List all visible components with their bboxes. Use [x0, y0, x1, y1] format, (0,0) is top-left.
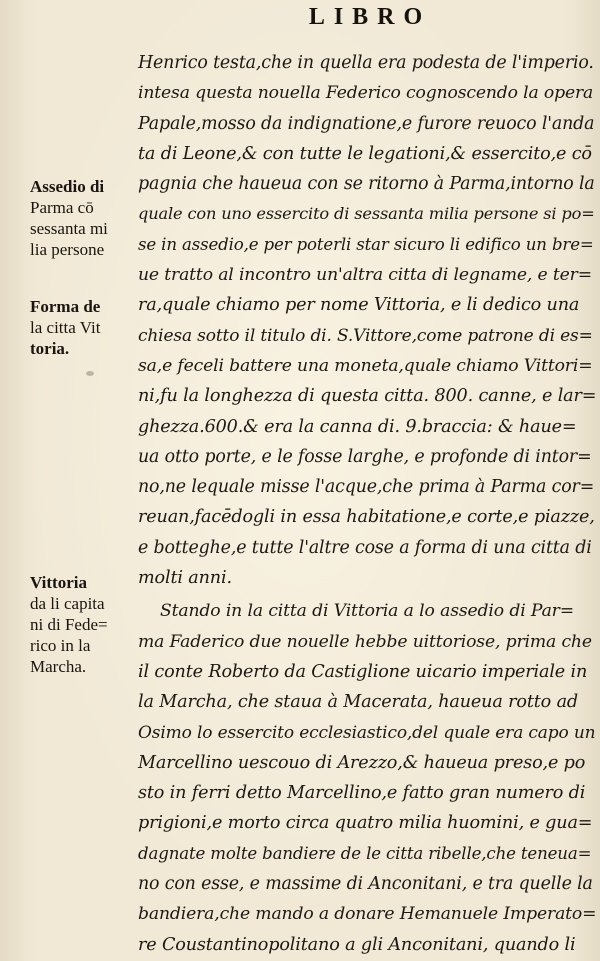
text-line: intesa questa nouella Federico cognoscendo la opera — [138, 83, 594, 104]
text-line: pagnia che haueua con se ritorno à Parma,intorno la — [138, 174, 595, 195]
marginal-note-line: sessanta mi — [30, 219, 108, 238]
marginal-note-line: Vittoria — [30, 573, 87, 592]
marginal-note-line: Assedio di — [30, 177, 105, 196]
text-line: chiesa sotto il titulo di. S.Vittore,come patrone di es= — [138, 325, 593, 346]
text-line: ma Faderico due nouelle hebbe uittoriose, prima che — [138, 631, 592, 652]
text-line: reuan,facēdogli in essa habitatione,e corte,e piazze, — [138, 507, 595, 528]
text-line: ghezza.600.& era la canna di. 9.braccia: & haue= — [138, 416, 577, 437]
text-line: sa,e feceli battere una moneta,quale chiamo Vittori= — [138, 355, 593, 376]
text-line: prigioni,e morto circa quatro milia huomini, e gua= — [138, 813, 593, 834]
marginal-note-line: Marcha. — [30, 657, 87, 676]
text-line: Papale,mosso da indignatione,e furore reuoco l'anda — [138, 113, 595, 134]
main-text-block — [138, 48, 597, 960]
text-line: bandiera,che mando a donare Hemanuele Imperato= — [138, 904, 597, 925]
marginal-note-line: rico in la — [30, 636, 91, 655]
text-line: se in assedio,e per poterli star sicuro li edifico un bre= — [138, 234, 594, 254]
marginal-note-forma — [30, 296, 138, 359]
running-head: LIBRO — [308, 4, 432, 30]
text-line: Henrico testa,che in quella era podesta de l'imperio. — [138, 53, 594, 73]
text-line: sto in ferri detto Marcellino,e fatto gran numero di — [138, 783, 586, 804]
marginal-note-line: ni di Fede= — [30, 615, 108, 634]
ink-speck — [86, 371, 94, 376]
marginal-note-line: da li capita — [30, 594, 105, 613]
text-line: ue tratto al incontro un'altra citta di legname, e ter= — [138, 265, 592, 286]
text-line: molti anni. — [138, 568, 232, 589]
text-line: ua otto porte, e le fosse larghe, e profonde di intor= — [138, 446, 592, 467]
text-line: Osimo lo essercito ecclesiastico,del quale era capo un — [138, 722, 596, 743]
text-line: re Coustantinopolitano a gli Anconitani, quando li — [138, 934, 576, 955]
text-line: Stando in la citta di Vittoria a lo assedio di Par= — [160, 601, 574, 622]
marginal-note-line: Parma cō — [30, 198, 94, 217]
text-line: ni,fu la longhezza di questa citta. 800. canne, e lar= — [138, 386, 597, 407]
text-line: no,ne lequale misse l'acque,che prima à Parma cor= — [138, 477, 595, 498]
text-line: il conte Roberto da Castiglione uicario imperiale in — [138, 661, 588, 682]
marginal-note-line: toria. — [30, 339, 70, 358]
text-line: ra,quale chiamo per nome Vittoria, e li dedico una — [138, 295, 580, 316]
text-line: quale con uno essercito di sessanta milia persone si po= — [138, 204, 595, 224]
marginal-note-line: la citta Vit — [30, 318, 101, 337]
marginal-note-vittoria — [30, 572, 138, 677]
text-line: dagnate molte bandiere de le citta ribelle,che teneua= — [138, 843, 592, 863]
text-line: Marcellino uescouo di Arezzo,& haueua preso,e po — [138, 752, 586, 773]
marginal-note-assedio — [30, 176, 138, 260]
text-line: e botteghe,e tutte l'altre cose a forma di una citta di — [138, 537, 592, 558]
marginal-note-line: lia persone — [30, 240, 105, 259]
text-line: ta di Leone,& con tutte le legationi,& essercito,e cō — [138, 143, 592, 164]
marginal-note-line: Forma de — [30, 297, 101, 316]
text-line: la Marcha, che staua à Macerata, haueua rotto ad — [138, 692, 579, 713]
text-line: no con esse, e massime di Anconitani, e tra quelle la — [138, 874, 593, 895]
